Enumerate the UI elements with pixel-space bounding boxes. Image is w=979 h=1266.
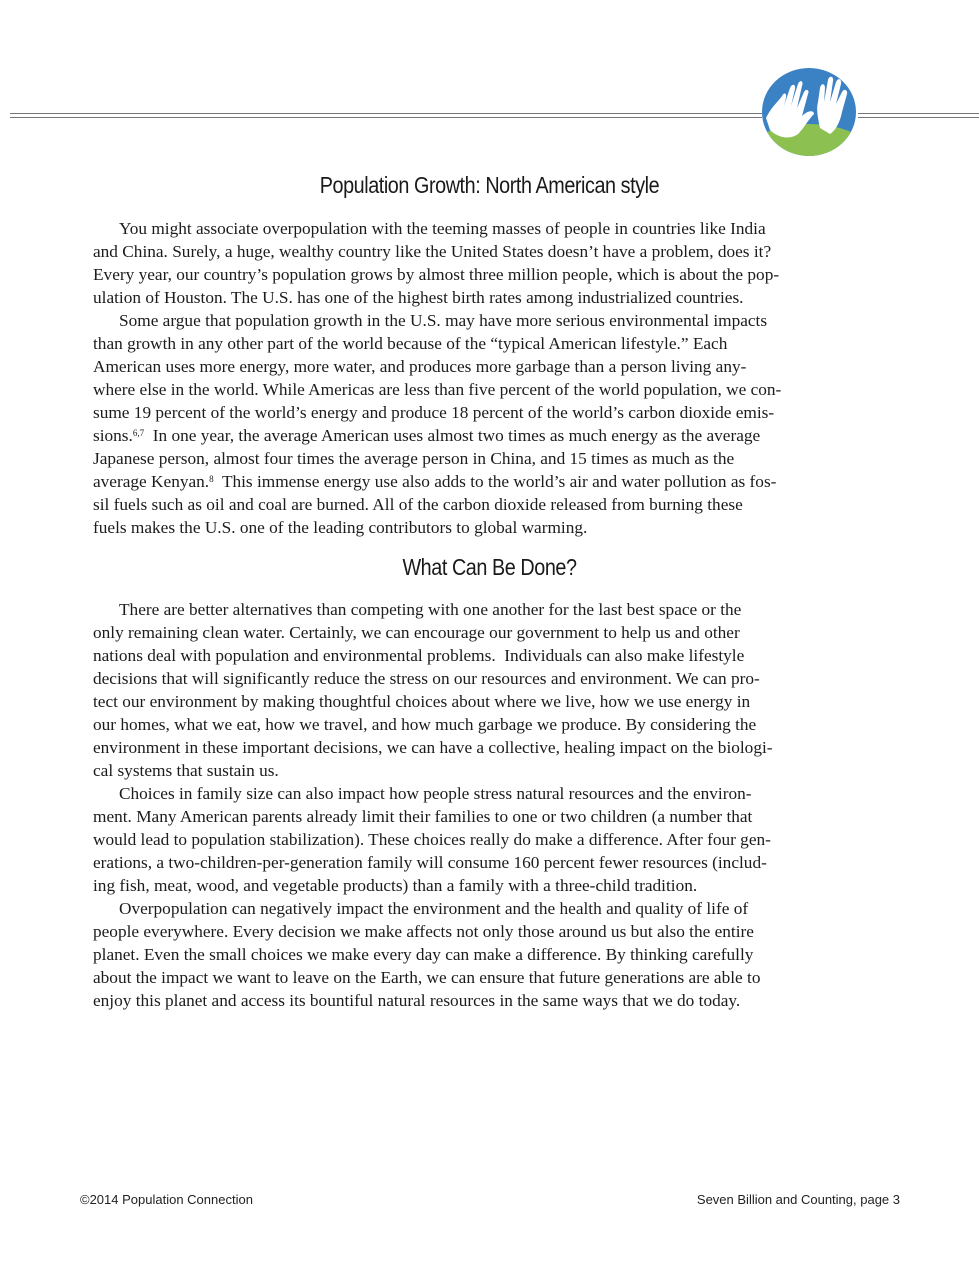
text-line: nations deal with population and environmental problems. Individuals can also make lifestyle <box>93 646 745 665</box>
text-line: ment. Many American parents already limit their families to one or two children (a number that <box>93 807 753 826</box>
text-line: only remaining clean water. Certainly, we can encourage our government to help us and other <box>93 623 740 642</box>
text-line <box>93 470 883 493</box>
text-line: Japanese person, almost four times the average person in China, and 15 times as much as the <box>93 449 735 468</box>
header-rule-left-top <box>10 113 762 114</box>
text-line: and China. Surely, a huge, wealthy country like the United States doesn’t have a problem, does it? <box>93 242 772 261</box>
footer-page-label: Seven Billion and Counting, page 3 <box>696 1192 900 1207</box>
text-line: our homes, what we eat, how we travel, and how much garbage we produce. By considering the <box>93 715 757 734</box>
text-line: Choices in family size can also impact how people stress natural resources and the environ- <box>119 784 752 803</box>
footer-copyright: ©2014 Population Connection <box>80 1192 253 1207</box>
text-line: ing fish, meat, wood, and vegetable products) than a family with a three-child tradition. <box>93 876 698 895</box>
citation-ref: 6,7 <box>132 428 145 438</box>
paragraph <box>93 309 883 539</box>
text-line: You might associate overpopulation with the teeming masses of people in countries like India <box>119 219 766 238</box>
text-line: decisions that will significantly reduce the stress on our resources and environment. We can pro- <box>93 669 760 688</box>
text-fragment: In one year, the average American uses almost two times as much energy as the average <box>144 426 761 445</box>
text-line <box>93 424 883 447</box>
section-title-population-growth: Population Growth: North American style <box>319 172 660 198</box>
text-fragment: sions. <box>93 426 133 445</box>
paragraph <box>93 782 883 897</box>
header-rule-right-top <box>858 113 979 114</box>
text-line: tect our environment by making thoughtful choices about where we live, how we use energy in <box>93 692 751 711</box>
text-line: enjoy this planet and access its bountiful natural resources in the same ways that we do today. <box>93 991 741 1010</box>
section-body-what-can-be-done <box>93 598 883 1012</box>
text-line: There are better alternatives than competing with one another for the last best space or the <box>119 600 742 619</box>
text-line: people everywhere. Every decision we make affects not only those around us but also the entire <box>93 922 754 941</box>
text-line: than growth in any other part of the world because of the “typical American lifestyle.” Each <box>93 334 728 353</box>
text-fragment: average Kenyan. <box>93 472 210 491</box>
text-line: about the impact we want to leave on the Earth, we can ensure that future generations are able to <box>93 968 761 987</box>
citation-ref: 8 <box>209 474 214 484</box>
text-line: fuels makes the U.S. one of the leading contributors to global warming. <box>93 518 588 537</box>
text-line: American uses more energy, more water, and produces more garbage than a person living any- <box>93 357 747 376</box>
hands-globe-icon <box>760 66 858 158</box>
header-rule-left-bottom <box>10 117 762 118</box>
section-title-what-can-be-done: What Can Be Done? <box>402 554 577 580</box>
text-line: erations, a two-children-per-generation family will consume 160 percent fewer resources (includ- <box>93 853 767 872</box>
header-rule-right-bottom <box>858 117 979 118</box>
text-line: sume 19 percent of the world’s energy and produce 18 percent of the world’s carbon dioxide emis- <box>93 403 775 422</box>
paragraph <box>93 217 883 309</box>
text-line: cal systems that sustain us. <box>93 761 279 780</box>
section-body-population-growth <box>93 217 883 539</box>
text-line: ulation of Houston. The U.S. has one of the highest birth rates among industrialized countries. <box>93 288 744 307</box>
text-line: sil fuels such as oil and coal are burned. All of the carbon dioxide released from burning these <box>93 495 743 514</box>
text-line: Some argue that population growth in the U.S. may have more serious environmental impacts <box>119 311 768 330</box>
paragraph <box>93 598 883 782</box>
paragraph <box>93 897 883 1012</box>
text-line: would lead to population stabilization). These choices really do make a difference. After four gen- <box>93 830 771 849</box>
text-fragment: This immense energy use also adds to the world’s air and water pollution as fos- <box>213 472 777 491</box>
text-line: planet. Even the small choices we make every day can make a difference. By thinking carefully <box>93 945 754 964</box>
text-line: where else in the world. While Americas are less than five percent of the world population, we con- <box>93 380 782 399</box>
text-line: environment in these important decisions, we can have a collective, healing impact on the biologi- <box>93 738 773 757</box>
text-line: Every year, our country’s population grows by almost three million people, which is about the pop- <box>93 265 780 284</box>
text-line: Overpopulation can negatively impact the environment and the health and quality of life of <box>119 899 749 918</box>
